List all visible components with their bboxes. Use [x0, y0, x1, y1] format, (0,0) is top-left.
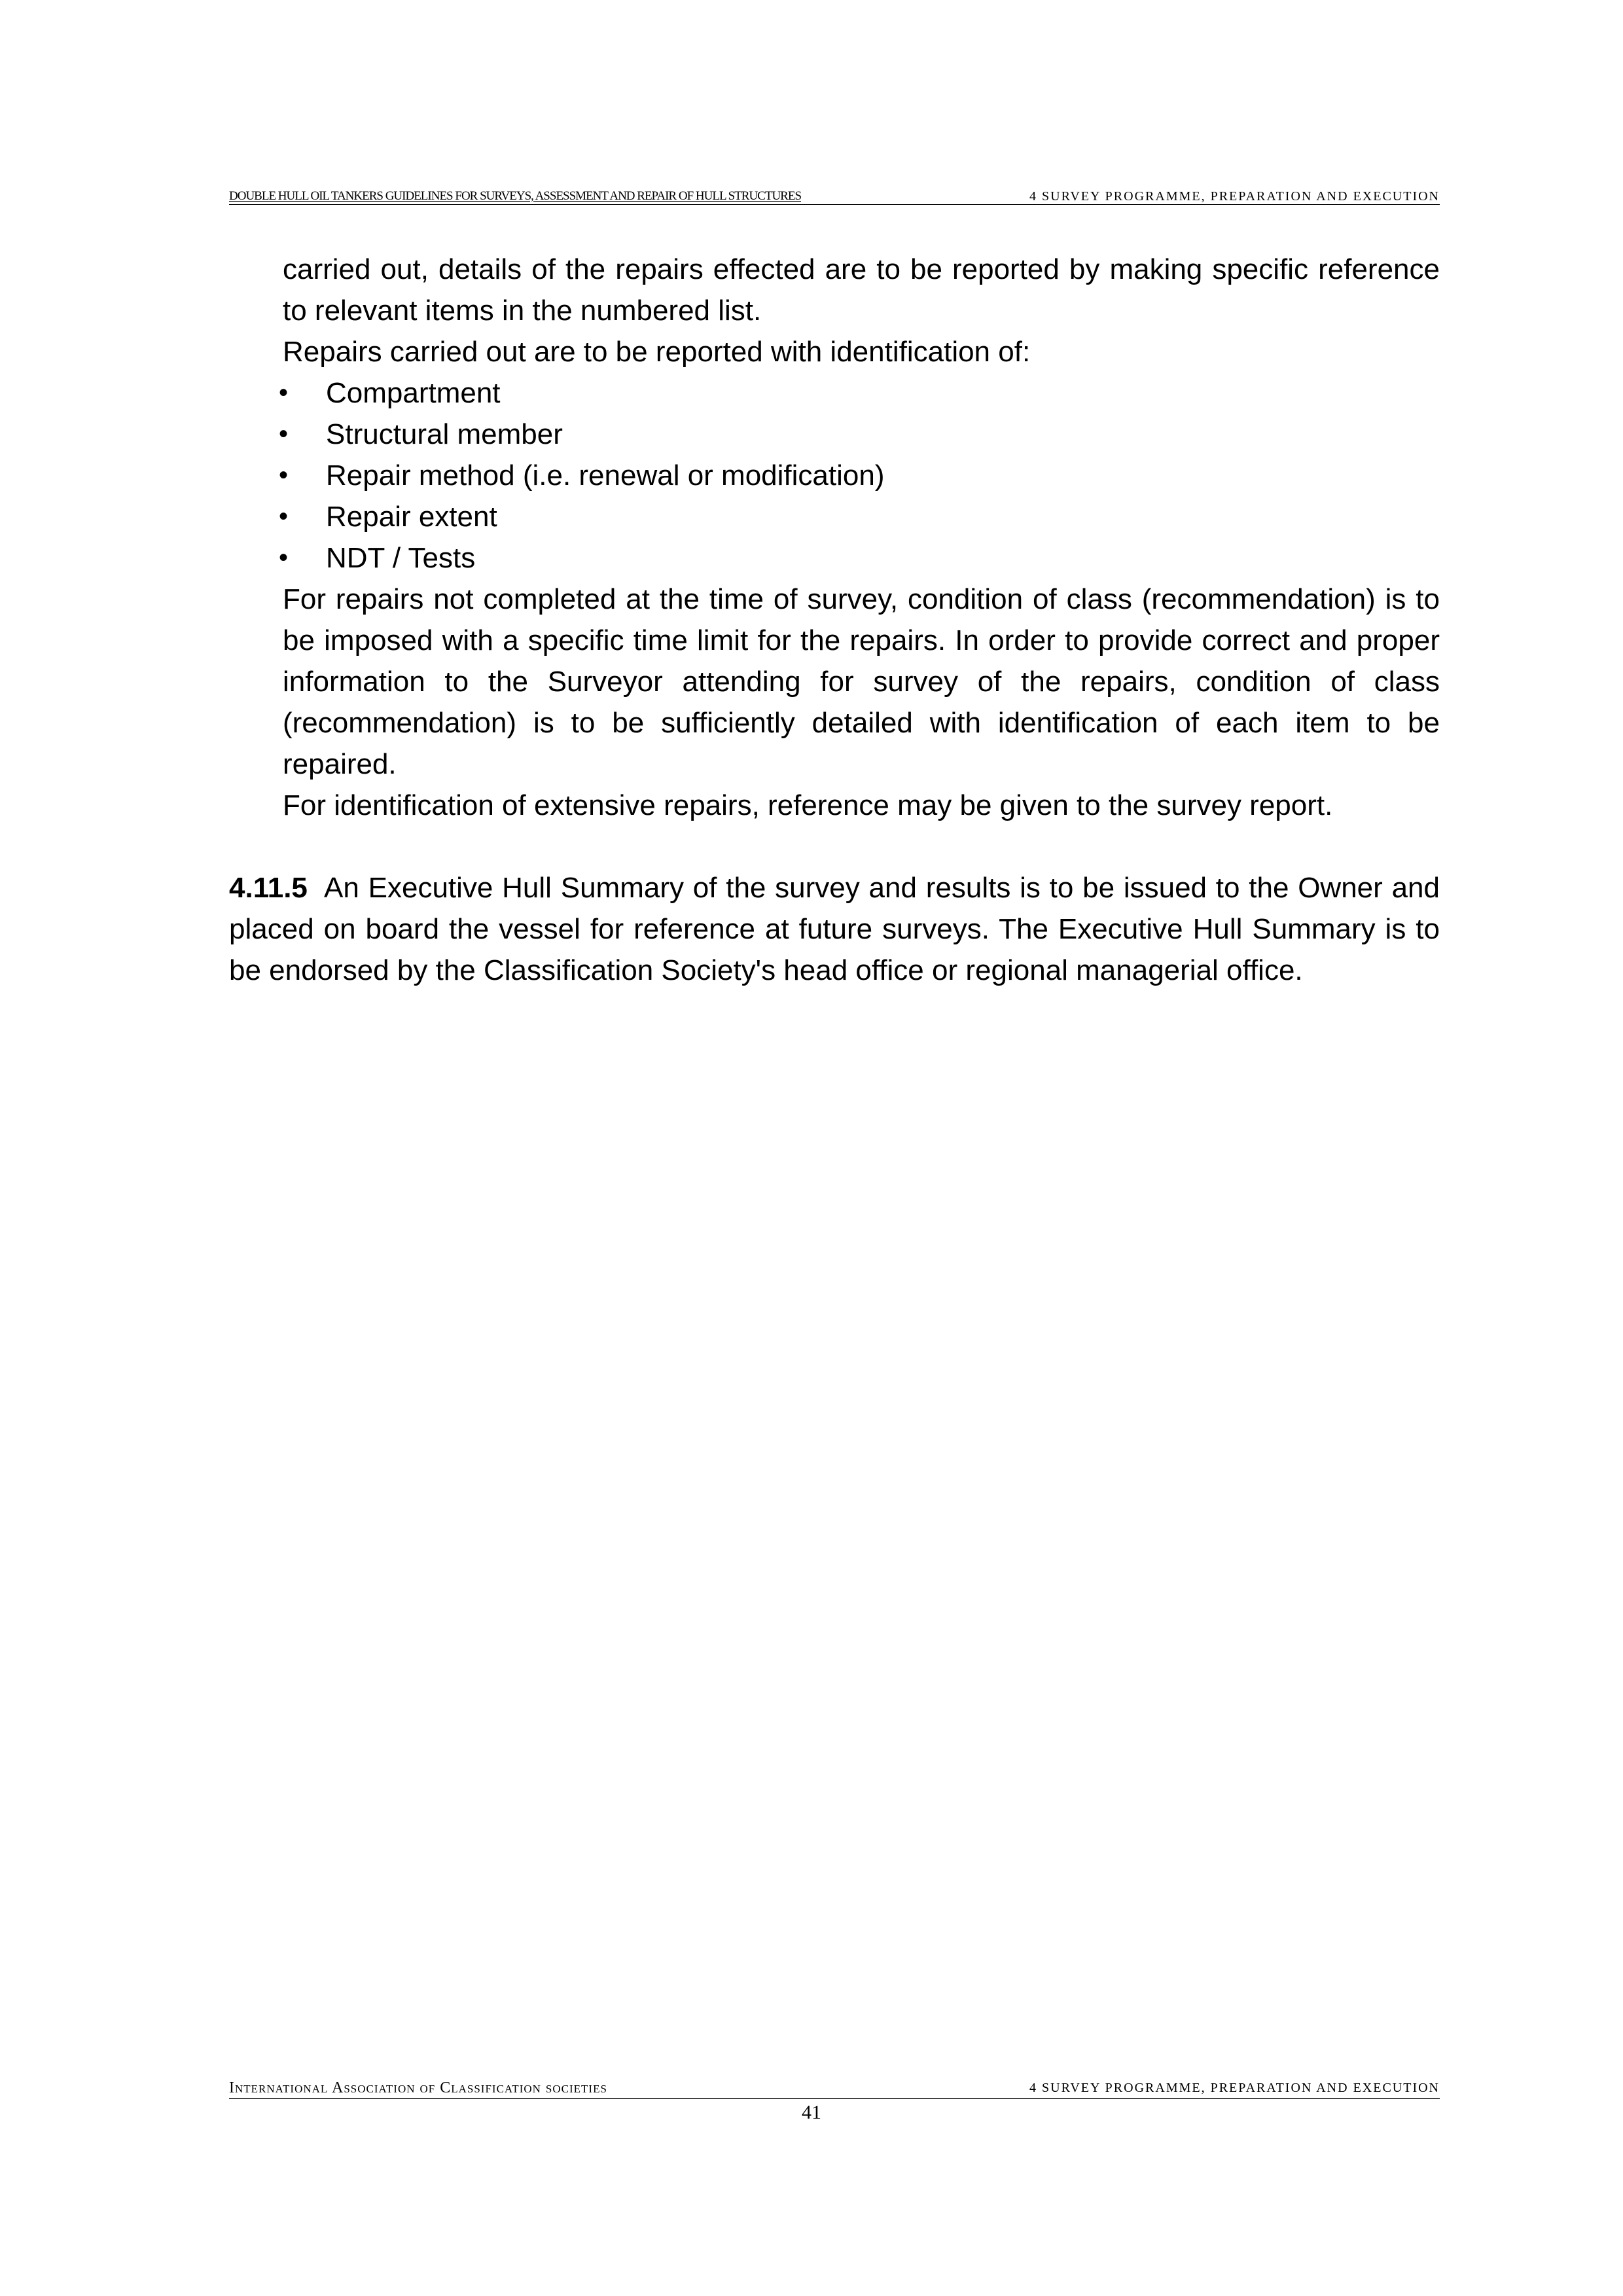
clause-text: An Executive Hull Summary of the survey and results is to be issued to the Owner and placed on board the vessel for reference at future surveys. The Executive Hull Summary is to be endorsed by the Classification Society's head office or regional managerial office. [229, 872, 1440, 986]
list-item [229, 537, 1440, 579]
clause-4-11-5 [229, 867, 1440, 991]
header-section-title: 4 SURVEY PROGRAMME, PREPARATION AND EXECUTION [1029, 189, 1440, 204]
list-item [229, 455, 1440, 496]
running-footer [229, 2077, 1440, 2097]
bullet-icon: • [279, 461, 289, 490]
running-header [229, 185, 1440, 204]
paragraph-spacer [229, 826, 1440, 867]
bullet-icon: • [279, 502, 289, 531]
page-number: 41 [802, 2102, 821, 2123]
list-item-text: Compartment [326, 377, 501, 409]
bullet-icon: • [279, 543, 289, 572]
clause-number: 4.11.5 [229, 872, 308, 904]
list-item-text: Repair method (i.e. renewal or modification) [326, 459, 885, 492]
header-document-title: DOUBLE HULL OIL TANKERS GUIDELINES FOR SURVEYS, ASSESSMENT AND REPAIR OF HULL STRUCTURES [229, 189, 802, 203]
page-body [229, 249, 1440, 991]
footer-rule [229, 2098, 1440, 2099]
repair-identification-list [229, 372, 1440, 579]
bullet-icon: • [279, 420, 289, 448]
list-item [229, 372, 1440, 414]
list-item-text: NDT / Tests [326, 542, 476, 574]
footer-section-title: 4 SURVEY PROGRAMME, PREPARATION AND EXECUTION [1029, 2081, 1440, 2095]
list-item [229, 414, 1440, 455]
paragraph-not-completed: For repairs not completed at the time of survey, condition of class (recommendation) is to be imposed with a specific time limit for the repairs. In order to provide correct and proper information to the Surveyor attending for survey of the repairs, condition of class (recommendation) is to be sufficiently detailed with identification of each item to be repaired. [283, 583, 1440, 780]
indented-block [283, 249, 1440, 372]
list-item-text: Repair extent [326, 501, 497, 533]
footer-organization: International Association of Classification societies [229, 2079, 607, 2096]
header-rule [229, 204, 1440, 205]
paragraph-repairs-intro: Repairs carried out are to be reported with identification of: [283, 336, 1031, 368]
paragraph-continued: carried out, details of the repairs effected are to be reported by making specific reference to relevant items in the numbered list. [283, 253, 1440, 327]
list-item [229, 496, 1440, 537]
bullet-icon: • [279, 378, 289, 407]
list-item-text: Structural member [326, 418, 563, 450]
paragraph-extensive-repairs: For identification of extensive repairs, reference may be given to the survey report. [283, 789, 1333, 821]
indented-block [283, 579, 1440, 826]
